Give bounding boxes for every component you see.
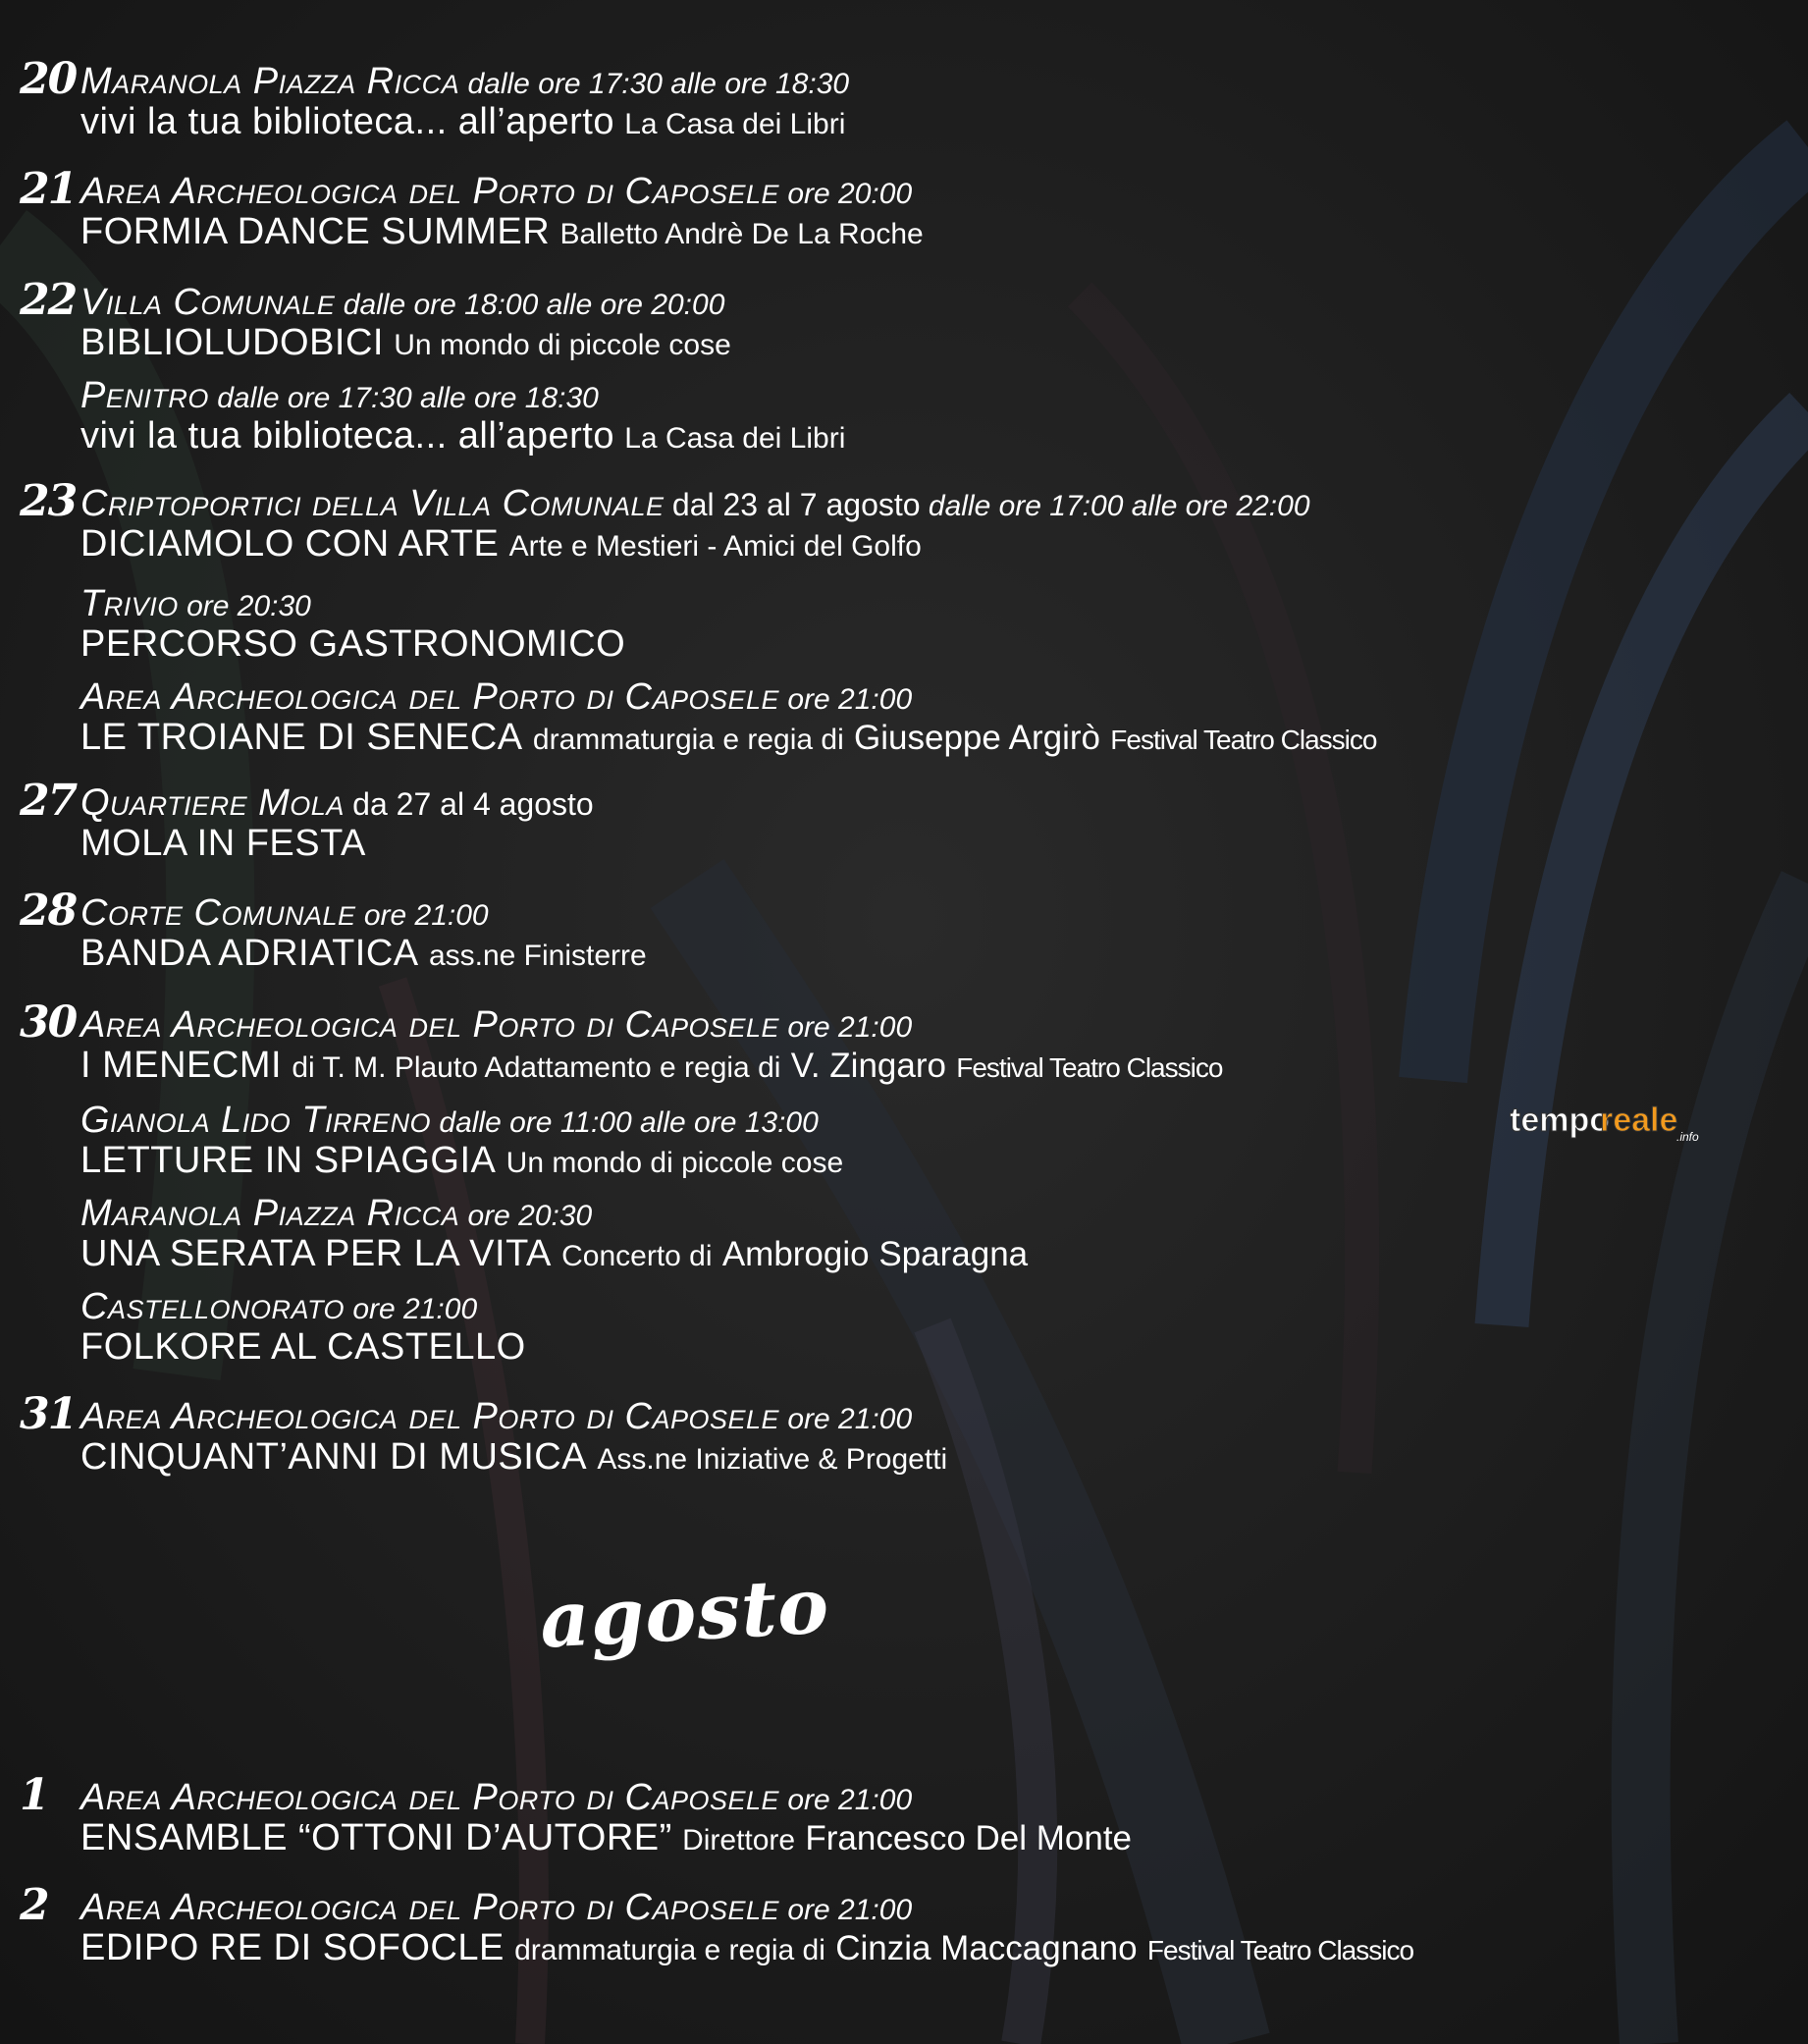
event-description: drammaturgia e regia di [532, 724, 844, 756]
event-person: Ambrogio Sparagna [721, 1235, 1029, 1273]
event-place: Corte Comunale [80, 892, 356, 934]
event-place: Villa Comunale [80, 282, 336, 323]
event-title-line [80, 1928, 1749, 1970]
event-description: Balletto Andrè De La Roche [559, 218, 924, 250]
event-title: vivi la tua biblioteca... all’aperto [80, 415, 614, 457]
event-title-line [80, 212, 1749, 254]
event-day-number: 21 [20, 164, 77, 214]
event-location-line [80, 583, 1749, 624]
event-place: Penitro [80, 375, 209, 416]
event-title-line [80, 1327, 1749, 1367]
event-title-line [80, 1141, 1749, 1183]
event-location-line [80, 1777, 1749, 1818]
event-entry [20, 164, 1749, 254]
event-title: DICIAMOLO CON ARTE [80, 523, 500, 565]
event-entry [20, 1770, 1749, 1860]
event-location-line [80, 892, 1749, 934]
event-location-line [80, 375, 1749, 416]
event-title: FOLKORE AL CASTELLO [80, 1326, 526, 1368]
event-title: MOLA IN FESTA [80, 823, 366, 864]
event-place: Area Archeologica del Porto di Caposele [80, 1887, 780, 1928]
event-entry [80, 1286, 1749, 1368]
event-title: vivi la tua biblioteca... all’aperto [80, 101, 614, 142]
event-title-line [80, 1234, 1749, 1276]
event-time: ore 20:30 [186, 590, 311, 622]
event-person: V. Zingaro [790, 1047, 946, 1085]
event-location-line [80, 483, 1749, 524]
event-description: drammaturgia e regia di [514, 1934, 825, 1966]
event-title: PERCORSO GASTRONOMICO [80, 623, 626, 665]
event-place: Area Archeologica del Porto di Caposele [80, 1004, 780, 1046]
event-title: LE TROIANE DI SENECA [80, 717, 523, 758]
event-time: dalle ore 17:00 alle ore 22:00 [928, 490, 1310, 522]
event-location-line [80, 1193, 1749, 1234]
event-description: Un mondo di piccole cose [394, 329, 731, 361]
event-description: La Casa dei Libri [624, 422, 846, 455]
event-location-line [80, 1396, 1749, 1437]
event-person: Giuseppe Argirò [854, 719, 1101, 757]
event-description: Arte e Mestieri - Amici del Golfo [508, 530, 922, 563]
event-location-line [80, 171, 1749, 212]
event-person: Francesco Del Monte [805, 1819, 1133, 1857]
event-title: UNA SERATA PER LA VITA [80, 1233, 552, 1274]
event-title: FORMIA DANCE SUMMER [80, 211, 551, 252]
event-entry [20, 776, 1749, 864]
event-time: dalle ore 17:30 alle ore 18:30 [217, 382, 599, 414]
event-time: ore 21:00 [787, 1011, 913, 1044]
event-day-number: 31 [20, 1389, 77, 1439]
event-time: ore 21:00 [787, 683, 913, 716]
event-title-line [80, 824, 1749, 863]
event-location-line [80, 61, 1749, 102]
event-time: ore 21:00 [787, 1403, 913, 1435]
event-place: Maranola Piazza Ricca [80, 1193, 460, 1234]
event-place: Area Archeologica del Porto di Caposele [80, 1396, 780, 1437]
event-time: ore 20:30 [467, 1200, 593, 1232]
event-time: ore 21:00 [787, 1784, 913, 1816]
event-description: Un mondo di piccole cose [505, 1147, 844, 1179]
event-title-line [80, 416, 1749, 458]
event-place: Trivio [80, 583, 179, 624]
event-day-number: 28 [20, 886, 77, 936]
event-title-line [80, 934, 1749, 976]
event-day-number: 1 [20, 1770, 48, 1820]
event-entry [20, 476, 1749, 566]
event-date-range: da 27 al 4 agosto [352, 786, 594, 822]
event-time: ore 21:00 [363, 899, 489, 932]
event-title: I MENECMI [80, 1045, 283, 1086]
logo-text-part2: reale [1600, 1102, 1678, 1139]
event-time: dalle ore 18:00 alle ore 20:00 [343, 289, 725, 321]
event-title: ENSAMBLE “OTTONI D’AUTORE” [80, 1817, 672, 1858]
event-place: Gianola Lido Tirreno [80, 1100, 432, 1141]
event-place: Maranola Piazza Ricca [80, 61, 460, 102]
event-day-number: 22 [20, 275, 77, 325]
event-title-line [80, 624, 1749, 664]
event-entry [20, 886, 1749, 976]
event-day-number: 2 [20, 1880, 48, 1930]
event-location-line [80, 1286, 1749, 1327]
logo-text-part1: tempo [1510, 1102, 1610, 1139]
event-title-line [80, 323, 1749, 365]
event-entry [20, 1880, 1749, 1970]
event-location-line [80, 676, 1749, 718]
event-time: ore 21:00 [352, 1293, 478, 1325]
month-heading: agosto [537, 1561, 832, 1666]
event-time: ore 20:00 [787, 178, 913, 210]
event-place: Criptoportici della Villa Comunale [80, 483, 665, 524]
event-festival: Festival Teatro Classico [956, 1052, 1223, 1083]
event-entry [80, 676, 1749, 760]
event-place: Castellonorato [80, 1286, 346, 1327]
event-time: ore 21:00 [787, 1894, 913, 1926]
event-entry [80, 1100, 1749, 1183]
event-title: BANDA ADRIATICA [80, 933, 419, 974]
event-location-line [80, 282, 1749, 323]
event-title-line [80, 1818, 1749, 1860]
event-location-line [80, 1004, 1749, 1046]
event-title-line [80, 524, 1749, 566]
event-description: Ass.ne Iniziative & Progetti [597, 1443, 948, 1476]
event-place: Area Archeologica del Porto di Caposele [80, 676, 780, 718]
event-day-number: 27 [20, 776, 77, 826]
event-description: Concerto di [561, 1240, 713, 1272]
event-title: LETTURE IN SPIAGGIA [80, 1140, 497, 1181]
event-description: Direttore [682, 1824, 796, 1856]
event-title-line [80, 1046, 1749, 1088]
event-title: CINQUANT’ANNI DI MUSICA [80, 1436, 588, 1478]
event-title-line [80, 1437, 1749, 1479]
event-time: dalle ore 17:30 alle ore 18:30 [467, 68, 850, 100]
event-description: La Casa dei Libri [624, 108, 846, 140]
event-place: Quartiere Mola [80, 782, 345, 824]
event-entry [20, 1389, 1749, 1479]
event-location-line [80, 1100, 1749, 1141]
event-day-number: 20 [20, 54, 77, 104]
event-entry [80, 1193, 1749, 1276]
event-title-line [80, 718, 1749, 760]
event-person: Cinzia Maccagnano [835, 1929, 1138, 1967]
event-entry [20, 275, 1749, 365]
event-location-line [80, 1887, 1749, 1928]
event-festival: Festival Teatro Classico [1146, 1935, 1414, 1965]
event-time: dalle ore 11:00 alle ore 13:00 [439, 1106, 819, 1139]
event-entry [80, 375, 1749, 458]
event-title: BIBLIOLUDOBICI [80, 322, 384, 363]
event-festival: Festival Teatro Classico [1110, 725, 1377, 755]
event-location-line [80, 782, 1749, 824]
event-day-number: 23 [20, 476, 77, 526]
event-title: EDIPO RE DI SOFOCLE [80, 1927, 505, 1968]
logo-text-suffix: .info [1676, 1130, 1699, 1144]
event-entry [20, 997, 1749, 1088]
event-day-number: 30 [20, 997, 77, 1048]
event-date-range: dal 23 al 7 agosto [671, 487, 921, 522]
event-place: Area Archeologica del Porto di Caposele [80, 1777, 780, 1818]
event-entry [80, 583, 1749, 665]
event-title-line [80, 102, 1749, 144]
event-description: di T. M. Plauto Adattamento e regia di [292, 1051, 781, 1084]
event-place: Area Archeologica del Porto di Caposele [80, 171, 780, 212]
event-description: ass.ne Finisterre [428, 940, 647, 972]
event-entry [20, 54, 1749, 144]
